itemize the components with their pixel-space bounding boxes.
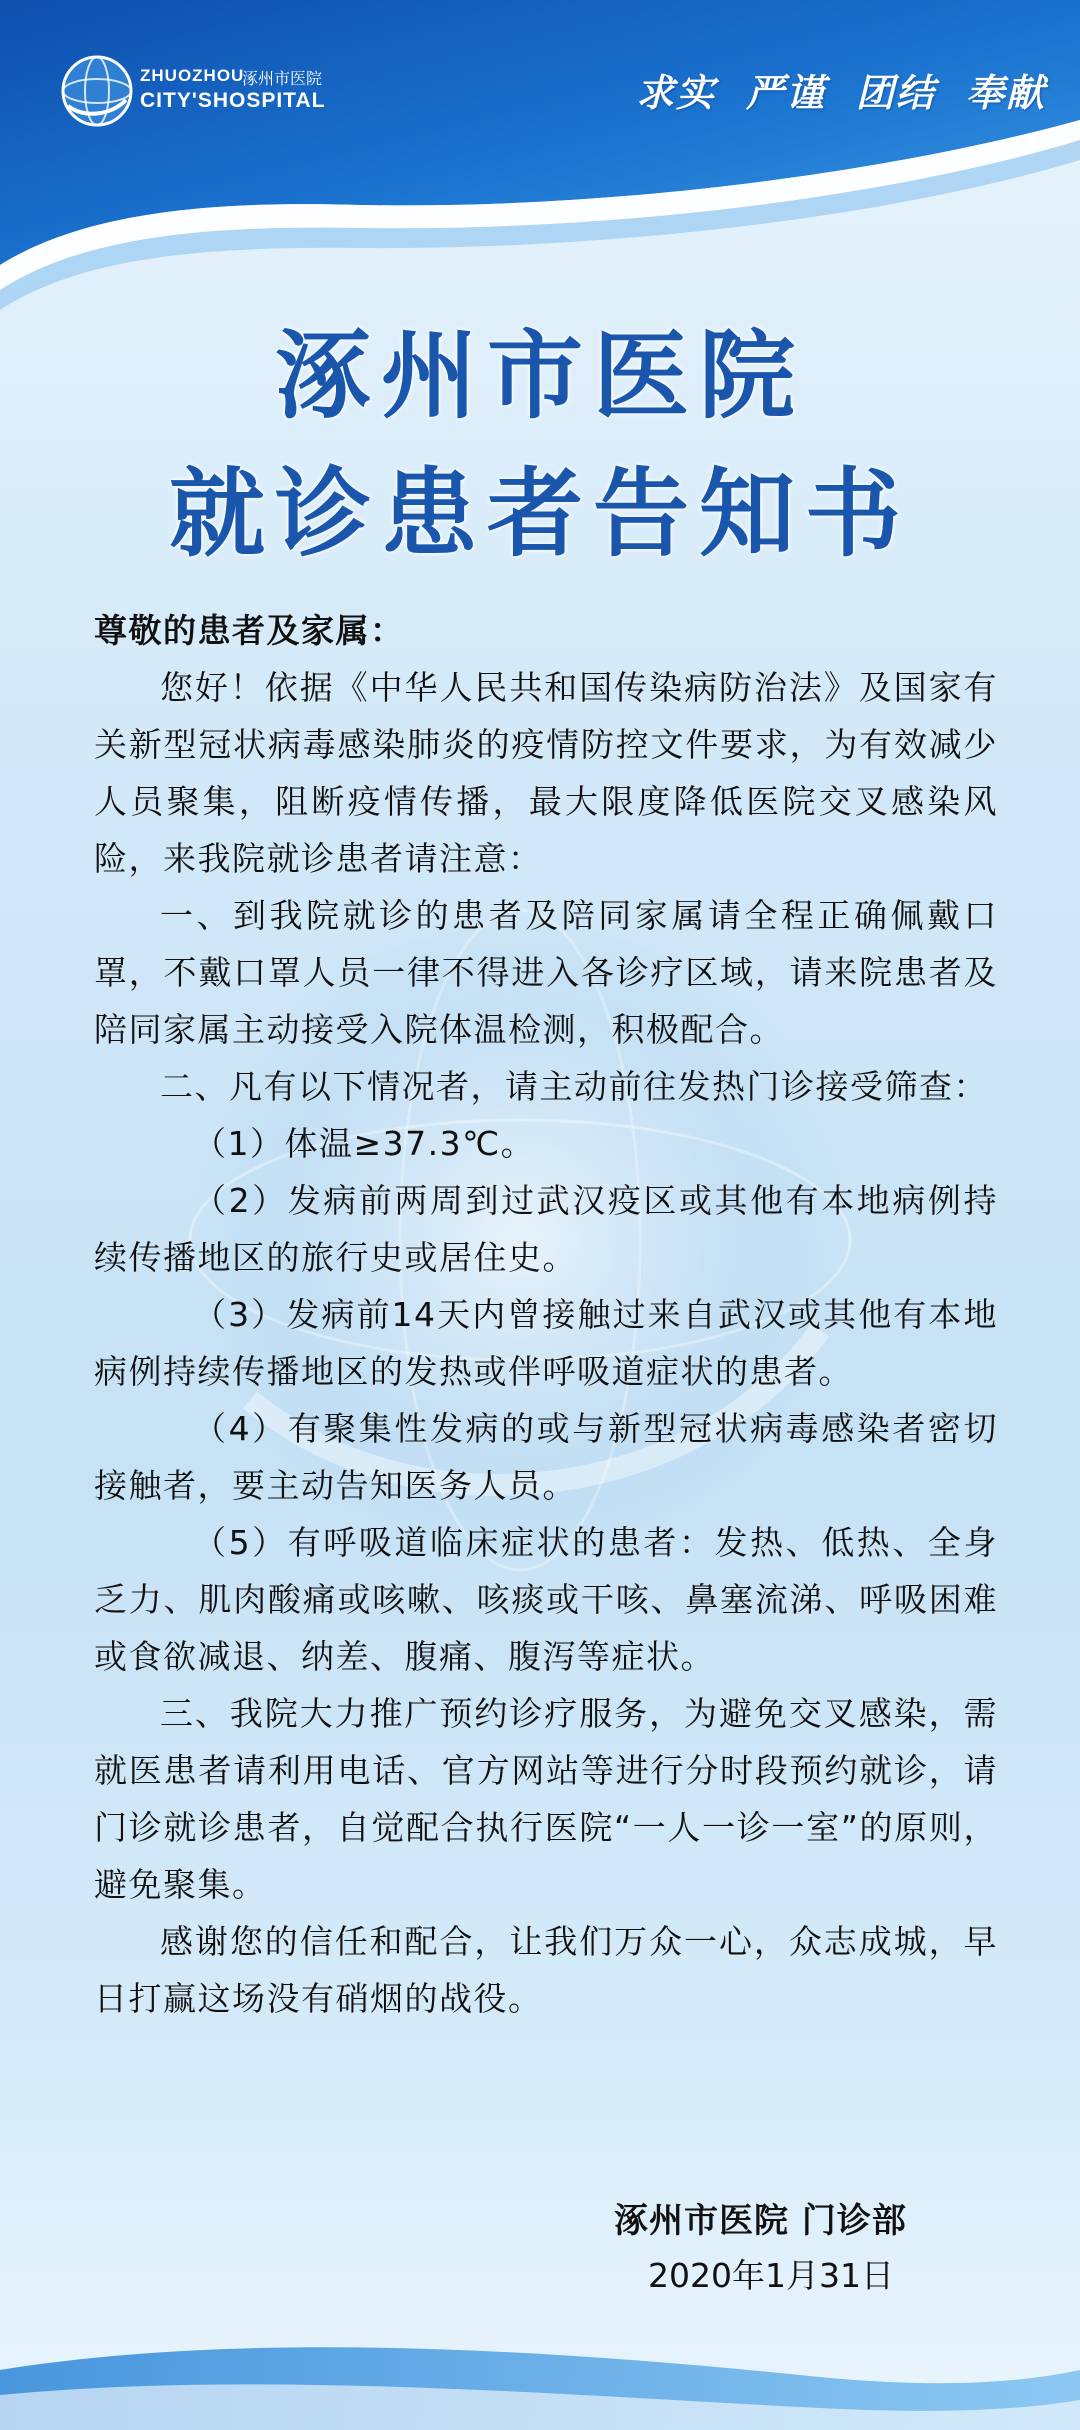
point-2: 二、凡有以下情况者，请主动前往发热门诊接受筛查： [160, 1067, 988, 1106]
motto-word: 团结 [855, 70, 936, 115]
signature: 涿州市医院 门诊部 [614, 2201, 907, 2241]
logo-english-bottom: CITY'SHOSPITAL [140, 89, 326, 112]
logo-chinese-name: 涿州市医院 [242, 69, 323, 88]
greeting: 尊敬的患者及家属： [94, 611, 405, 650]
closing-paragraph: 感谢您的信任和配合，让我们万众一心，众志成城，早日打赢这场没有硝烟的战役。 [94, 1922, 998, 2018]
page-title-line-1: 涿州市医院 [275, 320, 805, 432]
sub-item-2: （2）发病前两周到过武汉疫区或其他有本地病例持续传播地区的旅行史或居住史。 [94, 1181, 998, 1277]
point-3: 三、我院大力推广预约诊疗服务，为避免交叉感染，需就医患者请利用电话、官方网站等进行分时段预约就诊，请门诊就诊患者，自觉配合执行医院“一人一诊一室”的原则，避免聚集。 [94, 1694, 998, 1904]
intro-paragraph: 您好！依据《中华人民共和国传染病防治法》及国家有关新型冠状病毒感染肺炎的疫情防控文件要求，为有效减少人员聚集，阻断疫情传播，最大限度降低医院交叉感染风险，来我院就诊患者请注意： [94, 668, 998, 878]
notice-body [94, 602, 998, 2027]
sub-item-4: （4）有聚集性发病的或与新型冠状病毒感染者密切接触者，要主动告知医务人员。 [94, 1409, 998, 1505]
motto-word: 奉献 [965, 70, 1046, 115]
point-1: 一、到我院就诊的患者及陪同家属请全程正确佩戴口罩，不戴口罩人员一律不得进入各诊疗区域，请来院患者及陪同家属主动接受入院体温检测，积极配合。 [94, 896, 998, 1049]
sub-item-3: （3）发病前14天内曾接触过来自武汉或其他有本地病例持续传播地区的发热或伴呼吸道症状的患者。 [94, 1295, 998, 1391]
logo-english-top: ZHUOZHOU [140, 66, 245, 85]
motto-word: 严谨 [745, 70, 826, 115]
page-title-line-2: 就诊患者告知书 [169, 458, 911, 570]
issue-date: 2020年1月31日 [648, 2256, 894, 2295]
sub-item-1: （1）体温≥37.3℃。 [193, 1124, 536, 1163]
sub-item-5: （5）有呼吸道临床症状的患者：发热、低热、全身乏力、肌肉酸痛或咳嗽、咳痰或干咳、鼻塞流涕、呼吸困难或食欲减退、纳差、腹痛、腹泻等症状。 [94, 1523, 998, 1676]
motto-word: 求实 [635, 70, 716, 115]
hospital-motto [636, 62, 1046, 117]
globe-logo-icon [60, 54, 134, 128]
hospital-logo [60, 52, 420, 142]
